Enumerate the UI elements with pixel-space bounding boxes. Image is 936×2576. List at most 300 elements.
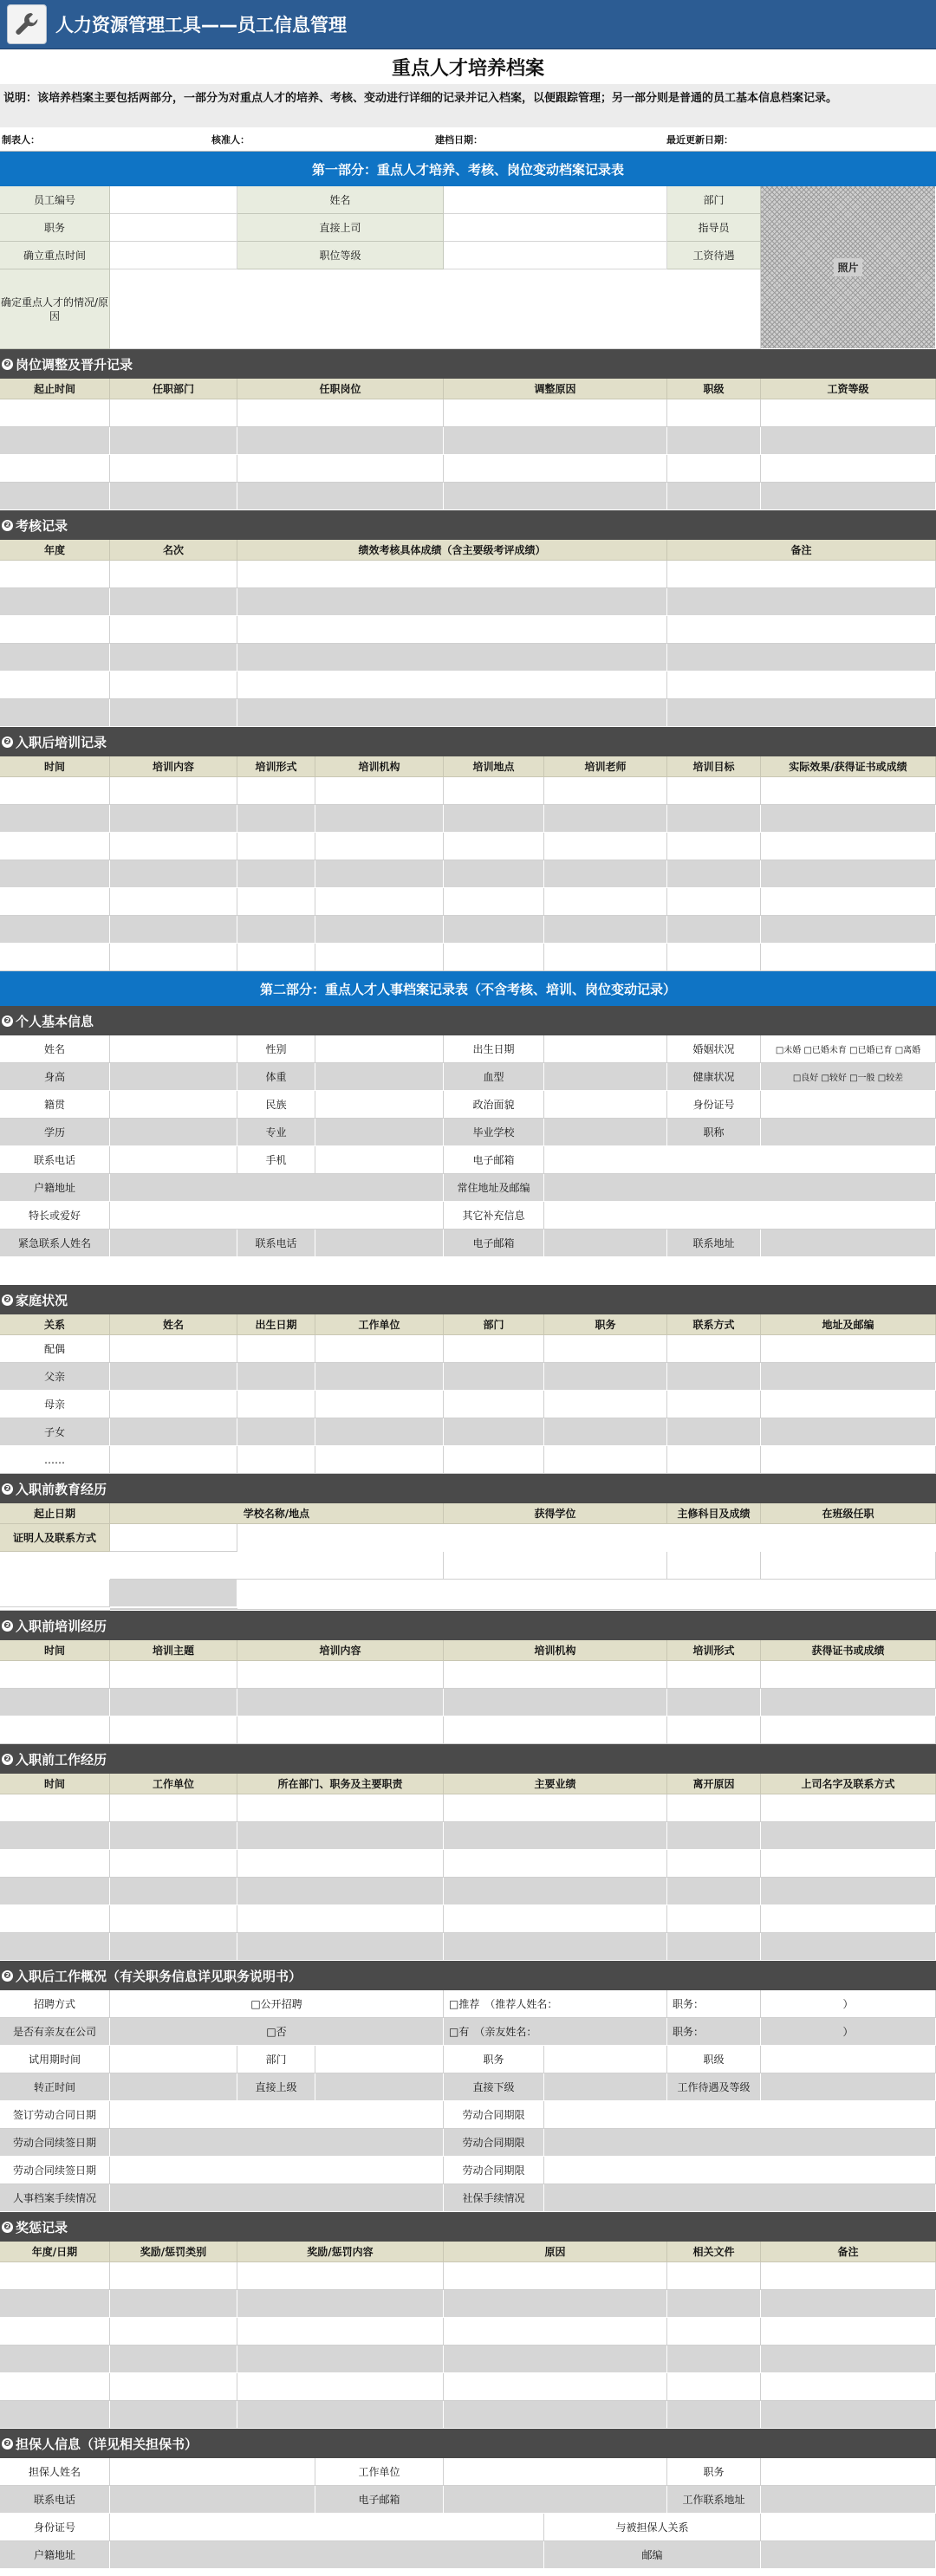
confirm-time-input[interactable] (110, 242, 237, 269)
table-cell[interactable] (761, 805, 936, 833)
table-cell[interactable] (761, 455, 936, 483)
table-cell[interactable] (761, 1661, 936, 1689)
table-cell[interactable] (667, 2373, 761, 2401)
table-cell[interactable] (667, 2318, 761, 2346)
table-cell[interactable] (667, 616, 936, 644)
table-cell[interactable] (110, 455, 237, 483)
table-cell[interactable] (237, 2262, 444, 2290)
field-hukou[interactable] (110, 1174, 444, 1202)
table-cell[interactable] (544, 1391, 667, 1418)
field-birth[interactable] (544, 1035, 667, 1063)
field-hobby[interactable] (110, 1202, 444, 1230)
table-cell[interactable] (0, 672, 110, 699)
table-cell[interactable] (110, 588, 237, 616)
table-cell[interactable] (110, 1689, 237, 1716)
table-cell[interactable] (110, 944, 237, 971)
table-cell[interactable] (761, 2401, 936, 2429)
table-cell[interactable] (761, 483, 936, 510)
table-cell[interactable] (444, 2262, 667, 2290)
table-cell[interactable] (444, 1661, 667, 1689)
field-position[interactable] (544, 2046, 667, 2073)
table-cell[interactable] (667, 1418, 761, 1446)
table-cell[interactable] (110, 888, 237, 916)
position-input[interactable] (110, 214, 237, 242)
table-cell[interactable] (0, 833, 110, 860)
field-idno[interactable] (761, 1091, 936, 1119)
table-cell[interactable] (444, 1850, 667, 1878)
table-cell[interactable] (0, 1878, 110, 1905)
table-cell[interactable] (315, 1335, 444, 1363)
table-cell[interactable] (544, 805, 667, 833)
table-cell[interactable] (237, 1850, 444, 1878)
table-cell[interactable] (761, 2373, 936, 2401)
table-cell[interactable] (0, 2373, 110, 2401)
table-cell[interactable] (110, 1446, 237, 1474)
field-title[interactable] (761, 1119, 936, 1146)
table-cell[interactable] (110, 1716, 237, 1744)
option-relatives-yes[interactable]: □有 （亲友姓名： (444, 2018, 667, 2046)
table-cell[interactable] (444, 916, 544, 944)
table-cell[interactable] (761, 2262, 936, 2290)
table-cell[interactable] (761, 888, 936, 916)
table-cell[interactable] (444, 2401, 667, 2429)
field-em-email[interactable] (544, 1230, 667, 1257)
table-cell[interactable] (444, 1933, 667, 1961)
table-cell[interactable] (110, 399, 237, 427)
table-cell[interactable] (667, 2290, 761, 2318)
table-cell[interactable] (667, 860, 761, 888)
table-cell[interactable] (667, 455, 761, 483)
table-cell[interactable] (667, 944, 761, 971)
table-cell[interactable] (110, 1794, 237, 1822)
table-cell[interactable] (0, 427, 110, 455)
table-cell[interactable] (315, 888, 444, 916)
field-email[interactable] (544, 1146, 936, 1174)
table-cell[interactable] (667, 1391, 761, 1418)
table-cell[interactable] (761, 2346, 936, 2373)
table-cell[interactable] (0, 1850, 110, 1878)
table-cell[interactable] (0, 777, 110, 805)
table-cell[interactable] (110, 2290, 237, 2318)
field-contract-period[interactable] (544, 2101, 936, 2129)
field-blood[interactable] (544, 1063, 667, 1091)
table-cell[interactable] (110, 483, 237, 510)
table-cell[interactable] (444, 427, 667, 455)
table-cell[interactable] (0, 916, 110, 944)
table-cell[interactable] (761, 1363, 936, 1391)
field-address[interactable] (544, 1174, 936, 1202)
table-cell[interactable] (544, 860, 667, 888)
table-cell[interactable] (110, 427, 237, 455)
field-guarantor-position[interactable] (761, 2458, 936, 2486)
table-cell[interactable] (315, 833, 444, 860)
table-cell[interactable] (444, 2290, 667, 2318)
table-cell[interactable] (444, 1822, 667, 1850)
table-cell[interactable] (0, 1689, 110, 1716)
table-cell[interactable] (237, 2373, 444, 2401)
field-emergency[interactable] (110, 1230, 237, 1257)
table-cell[interactable] (237, 588, 667, 616)
table-cell[interactable] (0, 561, 110, 588)
reason-input[interactable] (110, 269, 761, 349)
table-cell[interactable] (444, 2346, 667, 2373)
table-cell[interactable] (444, 944, 544, 971)
table-cell[interactable] (110, 777, 237, 805)
table-cell[interactable] (315, 916, 444, 944)
table-cell[interactable] (110, 1822, 237, 1850)
field-ethnic[interactable] (315, 1091, 444, 1119)
table-cell[interactable] (544, 833, 667, 860)
table-cell[interactable] (667, 561, 936, 588)
table-cell[interactable] (667, 1335, 761, 1363)
table-cell[interactable] (444, 777, 544, 805)
table-cell[interactable] (110, 1335, 237, 1363)
table-cell[interactable] (444, 2318, 667, 2346)
table-cell[interactable] (444, 399, 667, 427)
table-cell[interactable] (315, 1446, 444, 1474)
table-cell[interactable] (110, 916, 237, 944)
table-cell[interactable] (444, 1794, 667, 1822)
field-superior[interactable] (315, 2073, 444, 2101)
table-cell[interactable] (444, 1363, 544, 1391)
table-cell[interactable] (544, 1363, 667, 1391)
field-guarantor-relation[interactable] (761, 2514, 936, 2541)
table-cell[interactable] (110, 1524, 237, 1552)
table-cell[interactable] (444, 1446, 544, 1474)
table-cell[interactable] (544, 944, 667, 971)
table-cell[interactable] (667, 1794, 761, 1822)
table-cell[interactable] (315, 860, 444, 888)
option-open-recruit[interactable]: □公开招聘 (110, 1990, 444, 2018)
table-cell[interactable] (237, 2290, 444, 2318)
table-cell[interactable] (110, 644, 237, 672)
table-cell[interactable] (0, 455, 110, 483)
table-cell[interactable] (110, 1418, 237, 1446)
table-cell[interactable] (667, 1822, 761, 1850)
field-guarantor-idno[interactable] (110, 2514, 544, 2541)
table-cell[interactable] (237, 2401, 444, 2429)
table-cell[interactable] (444, 2373, 667, 2401)
table-cell[interactable] (761, 916, 936, 944)
table-cell[interactable] (237, 1794, 444, 1822)
table-cell[interactable] (0, 2401, 110, 2429)
table-cell[interactable] (110, 1905, 237, 1933)
table-cell[interactable] (667, 777, 761, 805)
table-cell[interactable] (237, 1335, 315, 1363)
field-period2[interactable] (544, 2157, 936, 2184)
table-cell[interactable] (110, 1850, 237, 1878)
table-cell[interactable] (444, 455, 667, 483)
option-relatives-no[interactable]: □否 (110, 2018, 444, 2046)
field-regular[interactable] (110, 2073, 237, 2101)
table-cell[interactable] (444, 805, 544, 833)
table-cell[interactable] (667, 2401, 761, 2429)
table-cell[interactable] (0, 1905, 110, 1933)
table-cell[interactable] (237, 916, 315, 944)
table-cell[interactable] (315, 944, 444, 971)
table-cell[interactable] (237, 944, 315, 971)
table-cell[interactable] (110, 1552, 444, 1580)
field-edu[interactable] (110, 1119, 237, 1146)
table-cell[interactable] (761, 1335, 936, 1363)
field-em-phone[interactable] (315, 1230, 444, 1257)
table-cell[interactable] (761, 1905, 936, 1933)
table-cell[interactable] (544, 1418, 667, 1446)
table-cell[interactable] (544, 888, 667, 916)
table-cell[interactable] (444, 860, 544, 888)
table-cell[interactable] (0, 2346, 110, 2373)
table-cell[interactable] (667, 833, 761, 860)
field-guarantor-company[interactable] (444, 2458, 667, 2486)
table-cell[interactable] (667, 1689, 761, 1716)
field-mobile[interactable] (315, 1146, 444, 1174)
table-cell[interactable] (0, 1933, 110, 1961)
table-cell[interactable] (315, 1418, 444, 1446)
table-cell[interactable] (667, 1363, 761, 1391)
table-cell[interactable] (110, 2262, 237, 2290)
table-cell[interactable] (667, 672, 936, 699)
field-other[interactable] (544, 1202, 936, 1230)
photo-box[interactable] (761, 186, 936, 349)
table-cell[interactable] (761, 777, 936, 805)
table-cell[interactable] (315, 777, 444, 805)
field-guarantor-name[interactable] (110, 2458, 315, 2486)
table-cell[interactable] (0, 1794, 110, 1822)
table-cell[interactable] (0, 944, 110, 971)
table-cell[interactable] (667, 644, 936, 672)
table-cell[interactable] (761, 860, 936, 888)
table-cell[interactable] (667, 1716, 761, 1744)
table-cell[interactable] (237, 455, 444, 483)
table-cell[interactable] (110, 616, 237, 644)
table-cell[interactable] (110, 1363, 237, 1391)
field-subordinate[interactable] (544, 2073, 667, 2101)
field-file-status[interactable] (110, 2184, 444, 2212)
table-cell[interactable] (761, 1794, 936, 1822)
table-cell[interactable] (237, 777, 315, 805)
table-cell[interactable] (237, 616, 667, 644)
table-cell[interactable] (237, 1363, 315, 1391)
table-cell[interactable] (444, 833, 544, 860)
table-cell[interactable] (667, 1607, 761, 1608)
table-cell[interactable] (444, 1552, 667, 1580)
table-cell[interactable] (761, 1689, 936, 1716)
field-guarantor-email[interactable] (444, 2486, 667, 2514)
table-cell[interactable] (237, 1446, 315, 1474)
table-cell[interactable] (110, 805, 237, 833)
table-cell[interactable] (237, 1391, 315, 1418)
table-cell[interactable] (544, 777, 667, 805)
table-cell[interactable] (444, 1391, 544, 1418)
table-cell[interactable] (237, 1822, 444, 1850)
table-cell[interactable] (0, 699, 110, 727)
option-referral[interactable]: □推荐 （推荐人姓名： (444, 1990, 667, 2018)
table-cell[interactable] (444, 1418, 544, 1446)
field-renew2[interactable] (110, 2157, 444, 2184)
field-guarantor-zip[interactable] (761, 2541, 936, 2569)
table-cell[interactable] (0, 616, 110, 644)
table-cell[interactable] (544, 1446, 667, 1474)
table-cell[interactable] (237, 1689, 444, 1716)
table-cell[interactable] (0, 860, 110, 888)
table-cell[interactable] (110, 1391, 237, 1418)
table-cell[interactable] (110, 1580, 237, 1607)
table-cell[interactable] (0, 888, 110, 916)
table-cell[interactable] (667, 588, 936, 616)
field-political[interactable] (544, 1091, 667, 1119)
table-cell[interactable] (110, 833, 237, 860)
table-cell[interactable] (110, 1878, 237, 1905)
field-insurance[interactable] (544, 2184, 936, 2212)
table-cell[interactable] (444, 1335, 544, 1363)
table-cell[interactable] (761, 1716, 936, 1744)
field-period1[interactable] (544, 2129, 936, 2157)
field-salary-rank[interactable] (761, 2073, 936, 2101)
table-cell[interactable] (315, 1391, 444, 1418)
table-cell[interactable] (761, 1418, 936, 1446)
field-rank[interactable] (761, 2046, 936, 2073)
table-cell[interactable] (667, 888, 761, 916)
table-cell[interactable] (237, 644, 667, 672)
table-cell[interactable] (110, 860, 237, 888)
table-cell[interactable] (667, 1878, 761, 1905)
table-cell[interactable] (544, 916, 667, 944)
table-cell[interactable] (444, 1716, 667, 1744)
field-major[interactable] (315, 1119, 444, 1146)
table-cell[interactable] (667, 399, 761, 427)
table-cell[interactable] (667, 427, 761, 455)
table-cell[interactable] (761, 944, 936, 971)
table-cell[interactable] (237, 860, 315, 888)
table-cell[interactable] (237, 2318, 444, 2346)
table-cell[interactable] (444, 1607, 667, 1608)
table-cell[interactable] (667, 1446, 761, 1474)
table-cell[interactable] (237, 672, 667, 699)
table-cell[interactable] (444, 1905, 667, 1933)
table-cell[interactable] (0, 1580, 110, 1607)
table-cell[interactable] (315, 805, 444, 833)
table-cell[interactable] (237, 888, 315, 916)
table-cell[interactable] (0, 2290, 110, 2318)
table-cell[interactable] (761, 1552, 936, 1580)
table-cell[interactable] (0, 588, 110, 616)
table-cell[interactable] (761, 1850, 936, 1878)
table-cell[interactable] (444, 1689, 667, 1716)
table-cell[interactable] (667, 1661, 761, 1689)
field-em-addr[interactable] (761, 1230, 936, 1257)
table-cell[interactable] (761, 399, 936, 427)
field-dept[interactable] (315, 2046, 444, 2073)
field-probation[interactable] (110, 2046, 237, 2073)
table-cell[interactable] (0, 644, 110, 672)
table-cell[interactable] (761, 833, 936, 860)
health-options[interactable]: □良好 □较好 □一般 □较差 (761, 1063, 936, 1091)
table-cell[interactable] (0, 2262, 110, 2290)
table-cell[interactable] (761, 1607, 936, 1608)
table-cell[interactable] (0, 1610, 110, 1611)
marital-options[interactable]: □未婚 □已婚未育 □已婚已育 □离婚 (761, 1035, 936, 1063)
table-cell[interactable] (667, 1850, 761, 1878)
table-cell[interactable] (761, 427, 936, 455)
table-cell[interactable] (761, 1878, 936, 1905)
table-cell[interactable] (237, 1905, 444, 1933)
field-guarantor-phone[interactable] (110, 2486, 315, 2514)
table-cell[interactable] (110, 561, 237, 588)
table-cell[interactable] (110, 2373, 237, 2401)
table-cell[interactable] (237, 483, 444, 510)
table-cell[interactable] (0, 399, 110, 427)
table-cell[interactable] (0, 1822, 110, 1850)
job-level-input[interactable] (444, 242, 667, 269)
table-cell[interactable] (237, 833, 315, 860)
field-gender[interactable] (315, 1035, 444, 1063)
field-guarantor-work-addr[interactable] (761, 2486, 936, 2514)
table-cell[interactable] (0, 1716, 110, 1744)
field-height[interactable] (110, 1063, 237, 1091)
table-cell[interactable] (667, 1609, 761, 1610)
table-cell[interactable] (315, 1363, 444, 1391)
table-cell[interactable] (237, 1878, 444, 1905)
field-renew1[interactable] (110, 2129, 444, 2157)
table-cell[interactable] (761, 2318, 936, 2346)
table-cell[interactable] (110, 2318, 237, 2346)
table-cell[interactable] (110, 1609, 444, 1610)
table-cell[interactable] (0, 1661, 110, 1689)
table-cell[interactable] (667, 699, 936, 727)
table-cell[interactable] (761, 2290, 936, 2318)
table-cell[interactable] (444, 888, 544, 916)
table-cell[interactable] (0, 805, 110, 833)
table-cell[interactable] (237, 699, 667, 727)
field-name[interactable] (110, 1035, 237, 1063)
table-cell[interactable] (237, 1716, 444, 1744)
table-cell[interactable] (110, 2346, 237, 2373)
table-cell[interactable] (761, 1609, 936, 1610)
field-native[interactable] (110, 1091, 237, 1119)
field-guarantor-hukou[interactable] (110, 2541, 544, 2569)
table-cell[interactable] (667, 2346, 761, 2373)
table-cell[interactable] (667, 483, 761, 510)
table-cell[interactable] (237, 1933, 444, 1961)
field-contract-sign[interactable] (110, 2101, 444, 2129)
table-cell[interactable] (761, 1822, 936, 1850)
table-cell[interactable] (444, 1878, 667, 1905)
table-cell[interactable] (761, 1446, 936, 1474)
table-cell[interactable] (544, 1335, 667, 1363)
table-cell[interactable] (237, 427, 444, 455)
table-cell[interactable] (237, 399, 444, 427)
table-cell[interactable] (237, 805, 315, 833)
emp-no-input[interactable] (110, 186, 237, 214)
table-cell[interactable] (667, 1933, 761, 1961)
table-cell[interactable] (110, 699, 237, 727)
table-cell[interactable] (237, 2346, 444, 2373)
table-cell[interactable] (110, 672, 237, 699)
table-cell[interactable] (667, 805, 761, 833)
table-cell[interactable] (0, 1608, 110, 1609)
table-cell[interactable] (110, 1933, 237, 1961)
table-cell[interactable] (0, 483, 110, 510)
field-weight[interactable] (315, 1063, 444, 1091)
table-cell[interactable] (667, 1905, 761, 1933)
table-cell[interactable] (667, 1552, 761, 1580)
field-school[interactable] (544, 1119, 667, 1146)
table-cell[interactable] (444, 483, 667, 510)
table-cell[interactable] (667, 916, 761, 944)
table-cell[interactable] (237, 1661, 444, 1689)
table-cell[interactable] (110, 1661, 237, 1689)
supervisor-input[interactable] (444, 214, 667, 242)
